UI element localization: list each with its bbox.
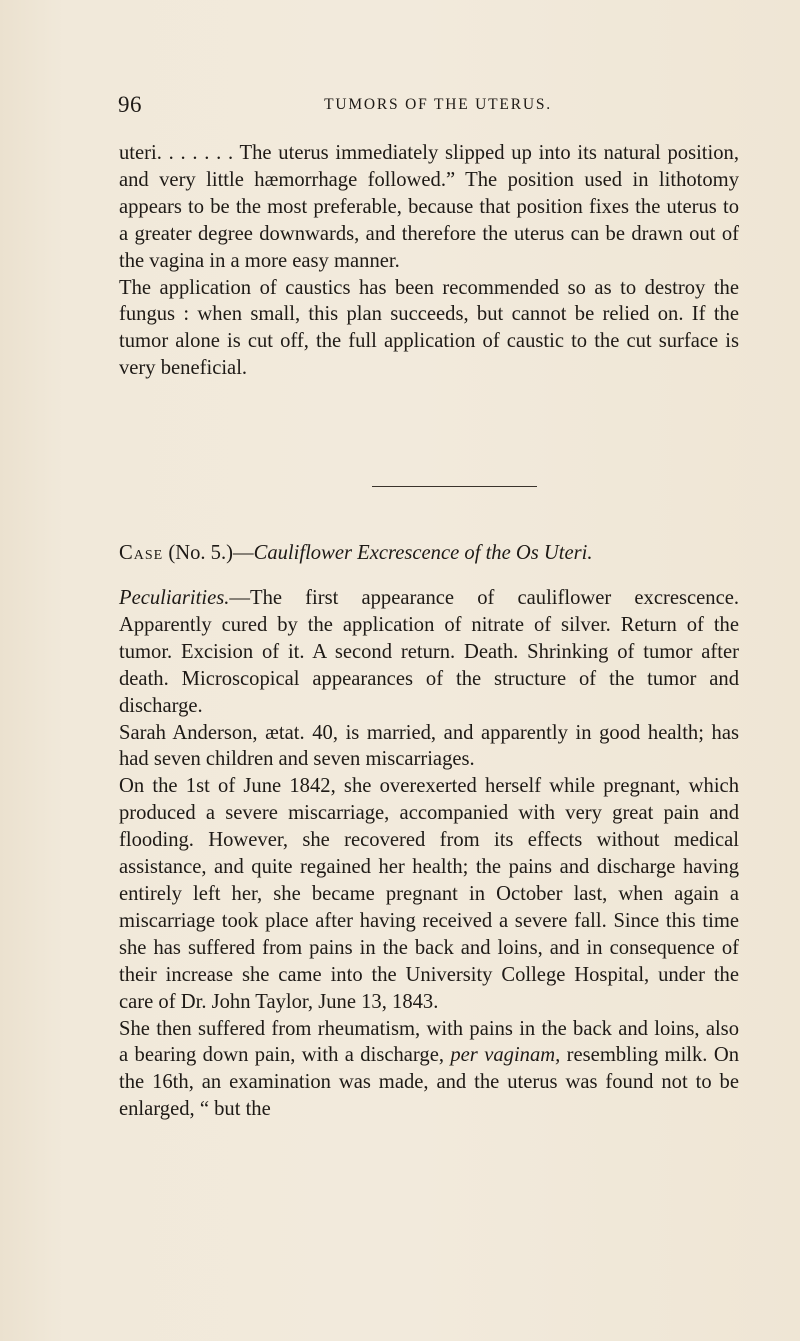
page-header	[118, 92, 738, 122]
paragraph-italic: per vaginam,	[450, 1044, 561, 1067]
peculiarities-label: Peculiarities.	[119, 587, 230, 609]
page-number: 96	[118, 92, 142, 117]
paragraph-text: resembling milk. On the 16th, an examination was made, and the uterus was found not to be enlarged, “ but the	[119, 1044, 740, 1121]
paragraph: Sarah Anderson, ætat. 40, is married, and apparently in good health; has had seven children and seven miscarriages.	[119, 721, 739, 771]
case-label: Case	[119, 542, 164, 564]
body-text-top	[119, 140, 739, 382]
paragraph: uteri. . . . . . . The uterus immediately slipped up into its natural position, and very little hæmorrhage followed.” The position used in lithotomy appears to be the most preferable, because that position fixes the uterus to a greater degree downwards, and therefore the uterus can be drawn out of the vagina in a more easy manner.	[119, 142, 739, 272]
peculiarities-paragraph	[119, 585, 739, 720]
paragraph	[119, 1016, 739, 1124]
peculiarities-text: —The first appearance of cauliflower excrescence. Apparently cured by the application of nitrate of silver. Return of the tumor. Excision of it. A second return. Death. Shrinking of tumor after death. Microscopical appearances of the structure of the tumor and discharge.	[119, 587, 739, 717]
paragraph: On the 1st of June 1842, she overexerted herself while pregnant, which produced a severe miscarriage, accompanied with very great pain and flooding. However, she recovered from its effects without medical assistance, and quite regained her health; the pains and discharge having entirely left her, she became pregnant in October last, when again a miscarriage took place after having received a severe fall. Since this time she has suffered from pains in the back and loins, and in consequence of their increase she came into the University College Hospital, under the care of Dr. John Taylor, June 13, 1843.	[119, 775, 739, 1013]
case-title: Cauliflower Excrescence of the Os Uteri.	[253, 542, 593, 564]
case-number: (No. 5.)—	[168, 542, 254, 564]
paragraph: The application of caustics has been recommended so as to destroy the fungus : when small, this plan succeeds, but cannot be relied on. If the tumor alone is cut off, the full application of caustic to the cut surface is very beneficial.	[119, 276, 739, 380]
case-heading	[119, 540, 739, 567]
paragraph-text: She then suffered from rheumatism, with pains in the back and loins, also a bearing down pain, with a discharge,	[119, 1017, 739, 1067]
case-body	[119, 585, 739, 1123]
section-divider	[372, 486, 537, 487]
running-head: TUMORS OF THE UTERUS.	[324, 96, 552, 113]
